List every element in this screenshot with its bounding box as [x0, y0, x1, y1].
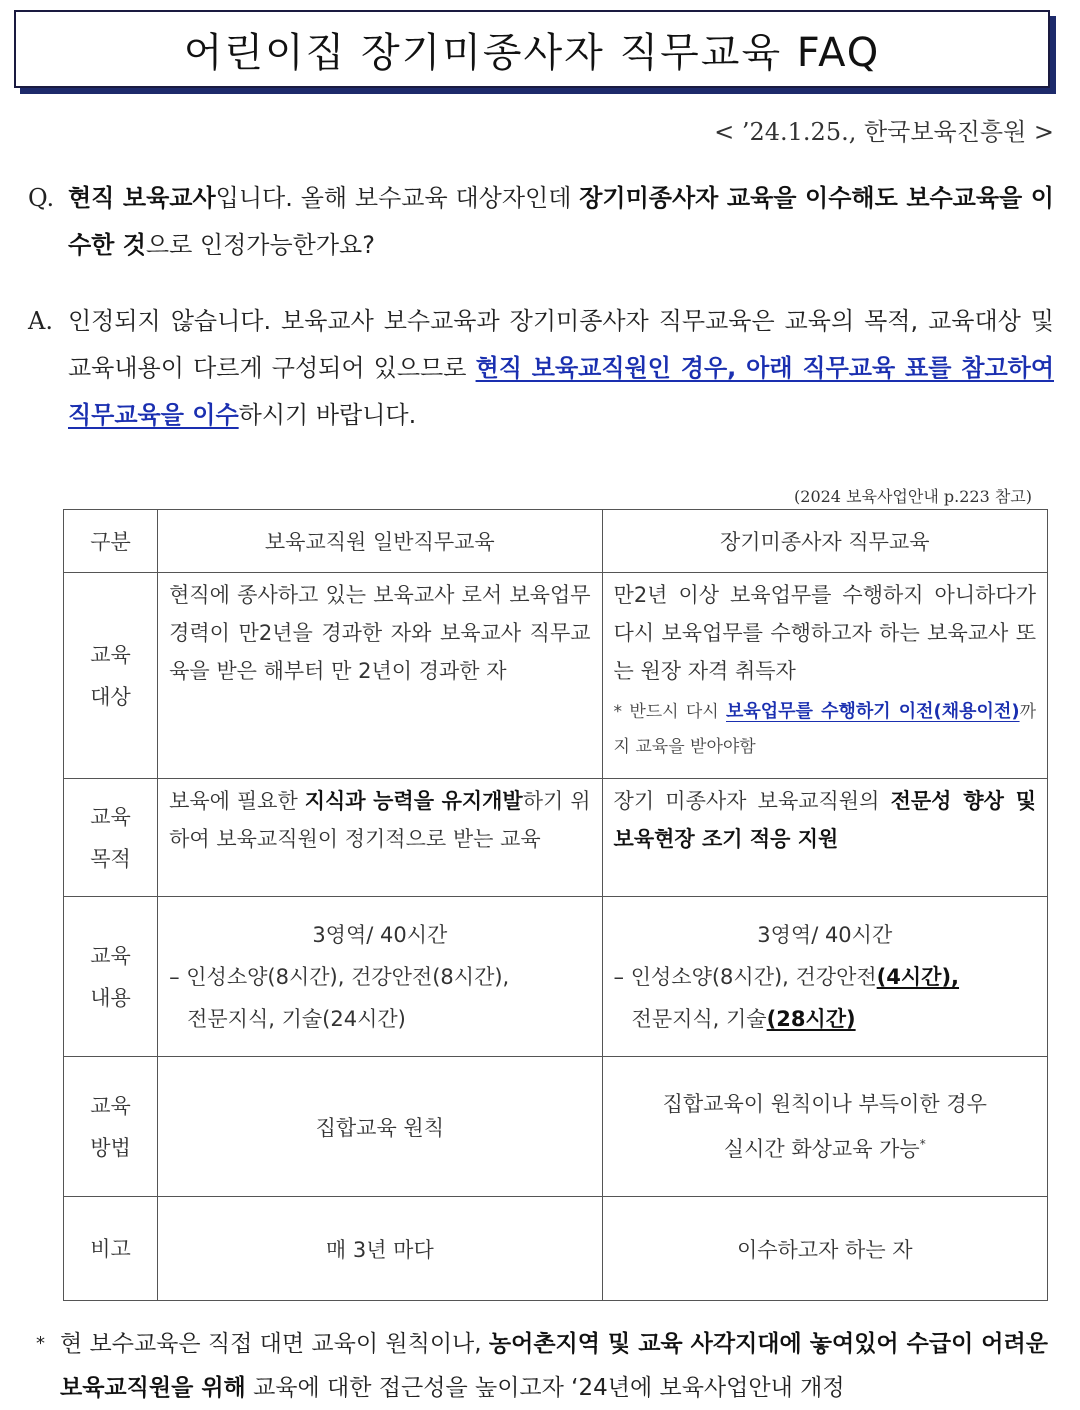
target-note: * 반드시 다시 보육업무를 수행하기 이전(채용이전)까지 교육을 받아야함	[613, 701, 1036, 757]
header-general: 보육교직원 일반직무교육	[158, 510, 602, 573]
table-row-purpose	[64, 779, 1048, 897]
table-row-target	[64, 573, 1048, 779]
question-text-2: 입니다. 올해 보수교육 대상자인데	[215, 184, 580, 212]
answer-link[interactable]: 현직 보육교직원인 경우, 아래 직무교육 표를 참고하여 직무교육을 이수	[68, 354, 1054, 429]
table-row-remarks	[64, 1197, 1048, 1301]
table-header-row	[64, 510, 1048, 573]
remarks-general-cell: 매 3년 마다	[158, 1197, 602, 1301]
question-bold-1: 현직 보육교사	[68, 184, 216, 212]
comparison-table	[63, 509, 1048, 1301]
table-row-method	[64, 1057, 1048, 1197]
answer-text-3: 하시기 바랍니다.	[238, 401, 417, 429]
purpose-general-cell: 보육에 필요한 지식과 능력을 유지개발하기 위하여 보육교직원이 정기적으로 받는 교육	[158, 779, 602, 897]
method-longterm-cell: 집합교육이 원칙이나 부득이한 경우 실시간 화상교육 가능*	[602, 1057, 1047, 1197]
reference-note: (2024 보육사업안내 p.223 참고)	[794, 487, 1032, 506]
row-label-purpose: 교육 목적	[64, 779, 158, 897]
row-label-remarks: 비고	[64, 1197, 158, 1301]
target-general-cell: 현직에 종사하고 있는 보육교사 로서 보육업무 경력이 만2년을 경과한 자와 보육교사 직무교육을 받은 해부터 만 2년이 경과한 자	[158, 573, 602, 779]
purpose-longterm-cell: 장기 미종사자 보육교직원의 전문성 향상 및 보육현장 조기 적응 지원	[602, 779, 1047, 897]
footnote	[36, 1322, 1052, 1410]
header-longterm: 장기미종사자 직무교육	[602, 510, 1047, 573]
footnote-star: *	[36, 1333, 45, 1354]
question-text	[68, 175, 1054, 269]
question-mark: Q.	[28, 184, 55, 212]
answer-mark: A.	[28, 307, 53, 335]
page-title: 어린이집 장기미종사자 직무교육 FAQ	[183, 29, 881, 76]
row-label-target: 교육 대상	[64, 573, 158, 779]
answer-text-1: 인정되지 않습니다. 보육교사 보수교육과 장기미종사자 직무교육은 교육의 목적, 교육대상 및 교육내용이 다르게 구성되어 있으므로	[68, 307, 1054, 382]
title-box	[14, 10, 1050, 88]
method-general-cell: 집합교육 원칙	[158, 1057, 602, 1197]
target-note-link[interactable]: 보육업무를 수행하기 이전(채용이전)	[726, 701, 1020, 722]
target-longterm-cell: 만2년 이상 보육업무를 수행하지 아니하다가 다시 보육업무를 수행하고자 하는 보육교사 또는 원장 자격 취득자 * 반드시 다시 보육업무를 수행하기 이전(채용이전)까지 교육을 받아야함	[602, 573, 1047, 779]
question-text-4: 으로 인정가능한가요?	[145, 231, 375, 259]
content-general-cell: 3영역/ 40시간 – 인성소양(8시간), 건강안전(8시간), 전문지식, 기술(24시간)	[158, 897, 602, 1057]
answer-block	[28, 298, 1054, 439]
question-bold-2: 장기미종사자 교육을 이수해도 보수교육을 이수한 것	[68, 184, 1054, 259]
row-label-method: 교육 방법	[64, 1057, 158, 1197]
footnote-text: 현 보수교육은 직접 대면 교육이 원칙이나, 농어촌지역 및 교육 사각지대에 놓여있어 수급이 어려운 보육교직원을 위해 교육에 대한 접근성을 높이고자 ‘24년에 보육사업안내 개정	[60, 1331, 1048, 1401]
row-label-content: 교육 내용	[64, 897, 158, 1057]
answer-text	[68, 298, 1054, 439]
header-category: 구분	[64, 510, 158, 573]
content-longterm-cell: 3영역/ 40시간 – 인성소양(8시간), 건강안전(4시간), 전문지식, 기술(28시간)	[602, 897, 1047, 1057]
remarks-longterm-cell: 이수하고자 하는 자	[602, 1197, 1047, 1301]
question-block	[28, 175, 1054, 269]
dateline: < ’24.1.25., 한국보육진흥원 >	[714, 118, 1054, 146]
table-row-content	[64, 897, 1048, 1057]
